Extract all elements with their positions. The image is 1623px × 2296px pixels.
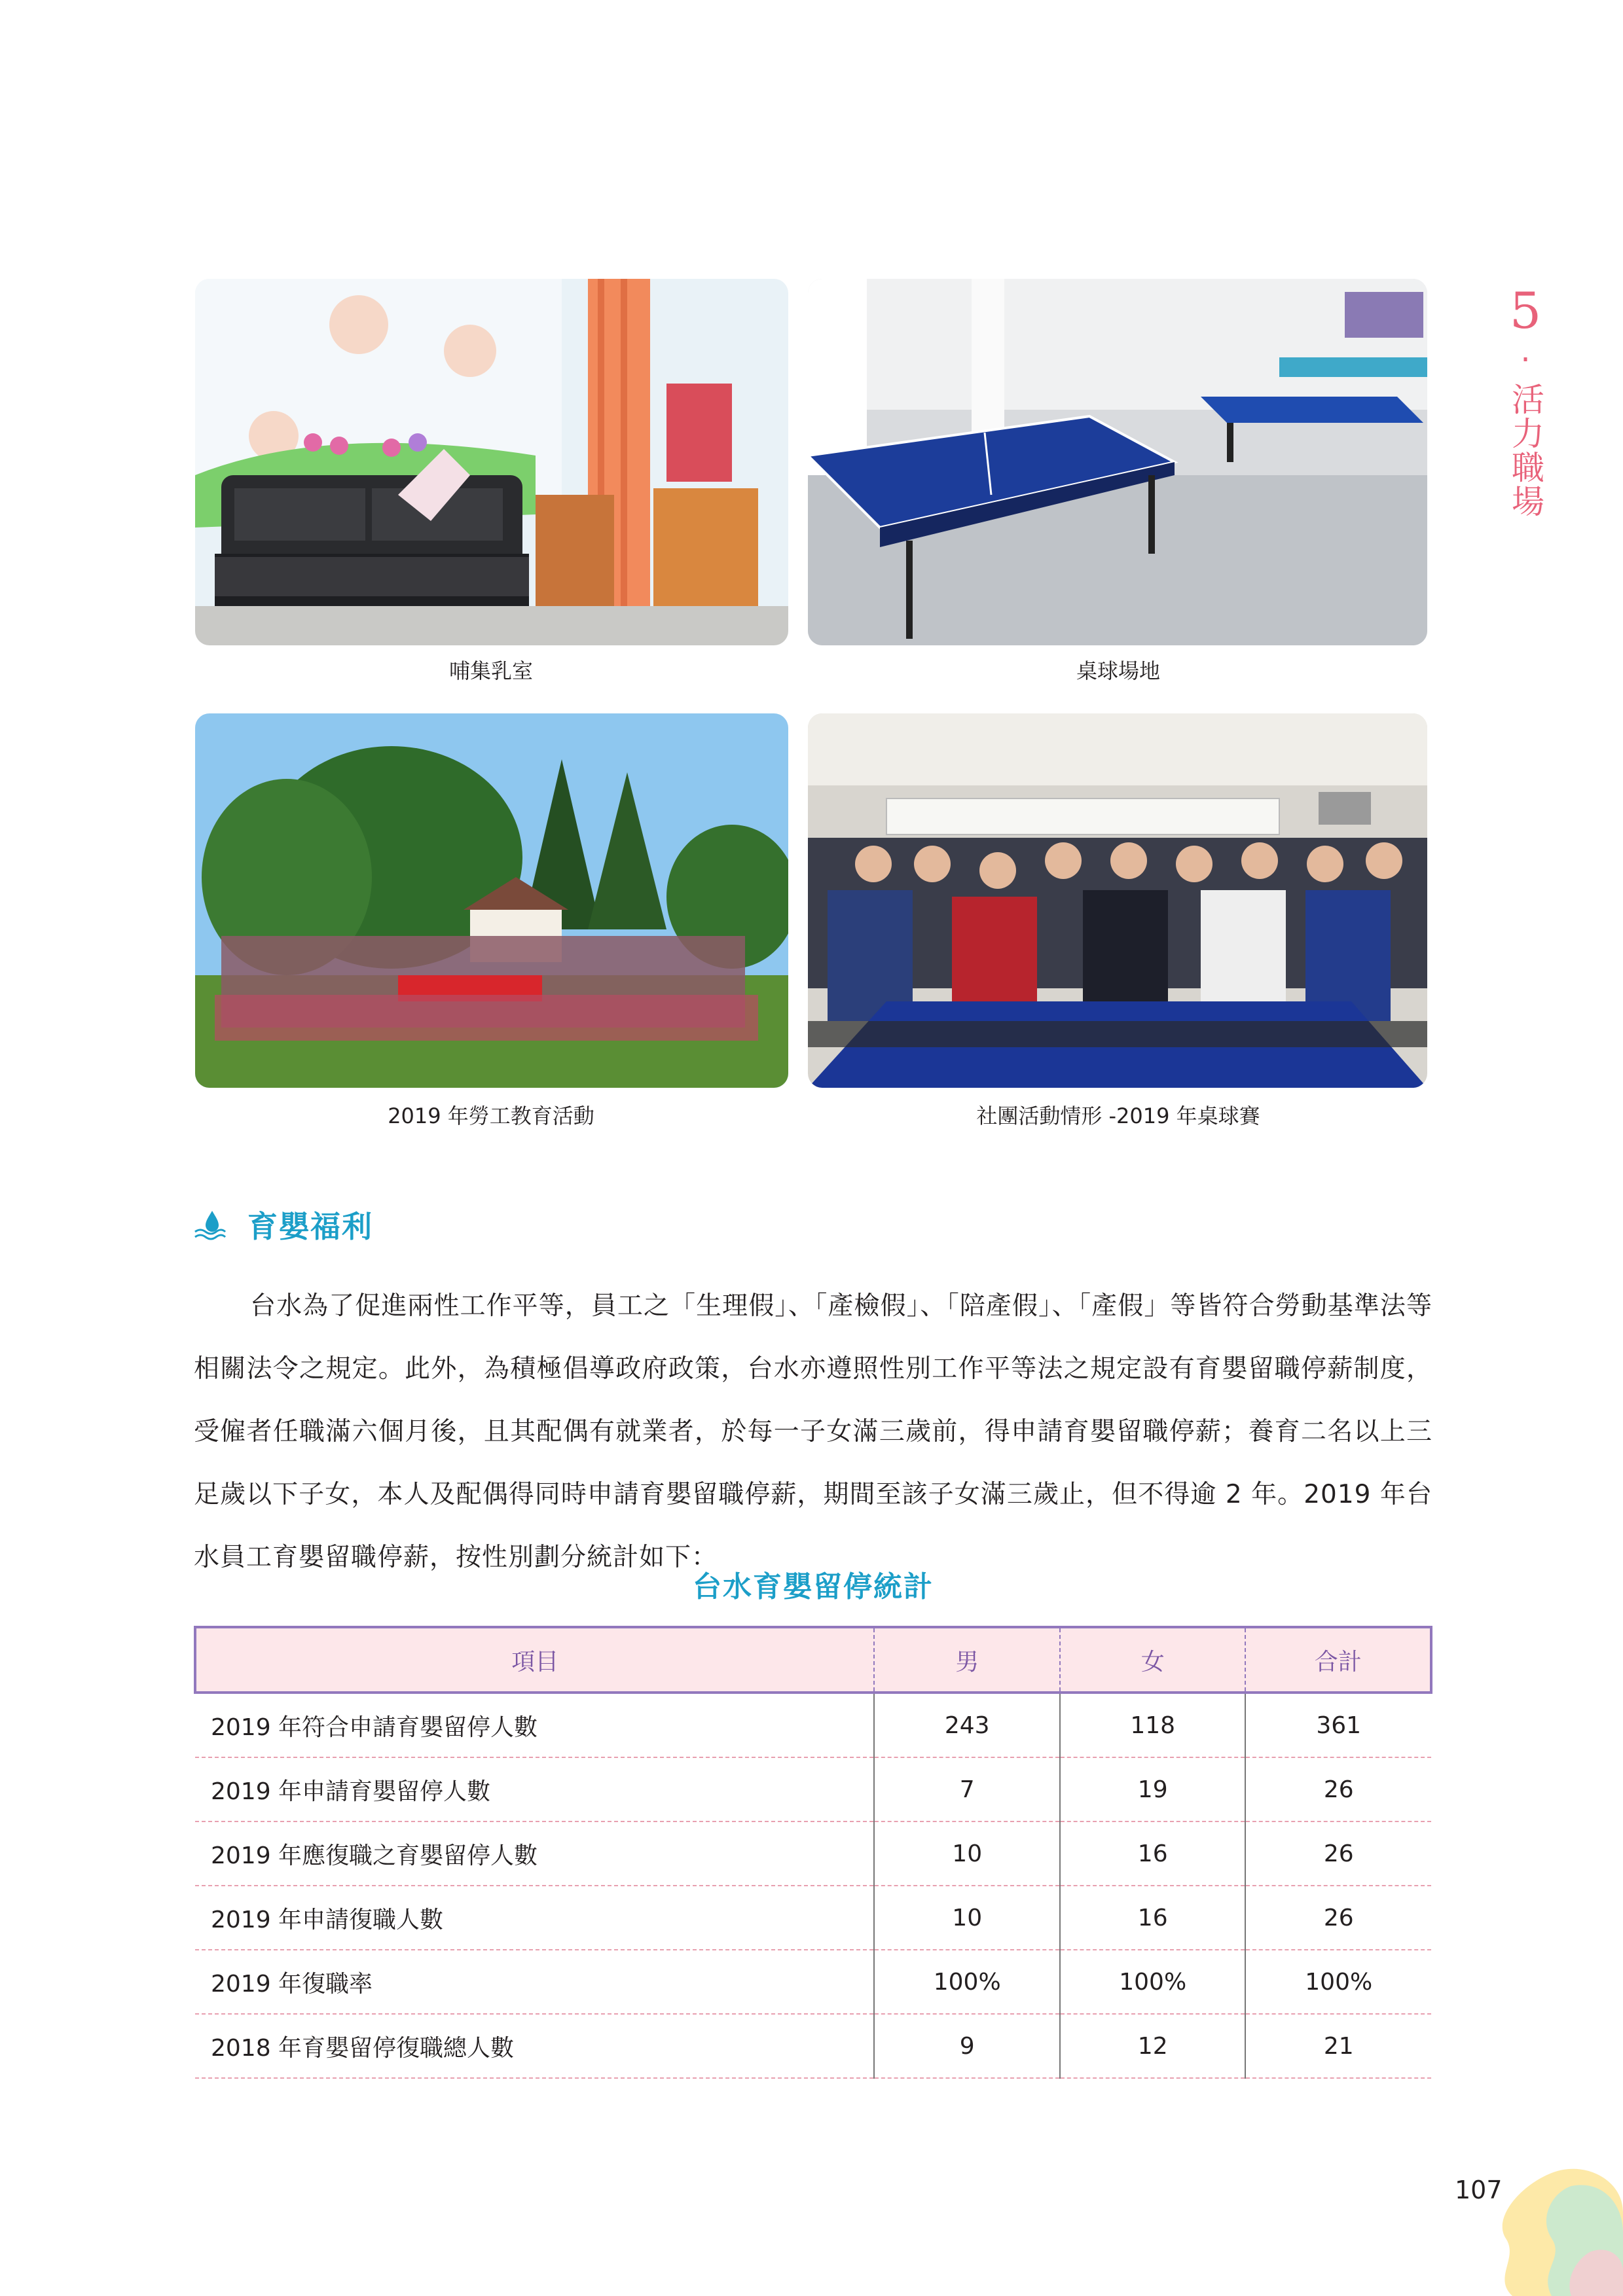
row-label: 2019 年申請育嬰留停人數 xyxy=(195,1757,874,1821)
photo-caption: 桌球場地 xyxy=(1076,658,1160,683)
cell-male: 243 xyxy=(874,1693,1060,1757)
cell-total: 361 xyxy=(1245,1693,1431,1757)
table-tennis-club-photo xyxy=(808,713,1427,1088)
cell-female: 16 xyxy=(1060,1821,1246,1886)
table-row xyxy=(195,1693,1431,1757)
cell-total: 26 xyxy=(1245,1821,1431,1886)
header-total: 合計 xyxy=(1245,1627,1431,1693)
outdoor-group-photo xyxy=(195,713,788,1088)
chapter-title: 活力職場 xyxy=(1506,382,1544,518)
chapter-separator: · xyxy=(1520,342,1531,378)
cell-total: 26 xyxy=(1245,1886,1431,1950)
water-wave-icon xyxy=(194,1208,227,1241)
table-header-row xyxy=(195,1627,1431,1693)
chapter-marker xyxy=(1496,281,1555,518)
row-label: 2019 年復職率 xyxy=(195,1950,874,2014)
row-label: 2019 年申請復職人數 xyxy=(195,1886,874,1950)
cell-male: 9 xyxy=(874,2014,1060,2078)
cell-total: 21 xyxy=(1245,2014,1431,2078)
table-row xyxy=(195,1950,1431,2014)
table-row xyxy=(195,1886,1431,1950)
cell-female: 12 xyxy=(1060,2014,1246,2078)
photo-caption: 哺集乳室 xyxy=(448,658,533,683)
nursing-room-photo xyxy=(195,279,788,645)
cell-female: 118 xyxy=(1060,1693,1246,1757)
table-row xyxy=(195,2014,1431,2078)
table-tennis-court-photo xyxy=(808,279,1427,645)
photo-caption: 社團活動情形 -2019 年桌球賽 xyxy=(976,1103,1260,1128)
cell-female: 16 xyxy=(1060,1886,1246,1950)
header-item: 項目 xyxy=(195,1627,874,1693)
cell-male: 10 xyxy=(874,1821,1060,1886)
table-row xyxy=(195,1821,1431,1886)
cell-female: 19 xyxy=(1060,1757,1246,1821)
parental-leave-table xyxy=(194,1626,1432,2079)
cell-male: 100% xyxy=(874,1950,1060,2014)
header-female: 女 xyxy=(1060,1627,1246,1693)
photo-caption: 2019 年勞工教育活動 xyxy=(388,1103,594,1128)
cell-total: 100% xyxy=(1245,1950,1431,2014)
section-title: 育嬰福利 xyxy=(247,1209,373,1244)
chapter-number: 5 xyxy=(1509,281,1542,340)
cell-female: 100% xyxy=(1060,1950,1246,2014)
page-number: 107 xyxy=(1455,2176,1503,2204)
section-paragraph: 台水為了促進兩性工作平等，員工之「生理假」、「產檢假」、「陪產假」、「產假」等皆符合勞動基準法等相關法令之規定。此外，為積極倡導政府政策，台水亦遵照性別工作平等法之規定設有育嬰留職停薪制度，受僱者任職滿六個月後，且其配偶有就業者，於每一子女滿三歲前，得申請育嬰留職停薪；養育二名以上三足歲以下子女，本人及配偶得同時申請育嬰留職停薪，期間至該子女滿三歲止，但不得逾 2 年。2019 年台水員工育嬰留職停薪，按性別劃分統計如下： xyxy=(194,1291,1432,1572)
row-label: 2019 年符合申請育嬰留停人數 xyxy=(195,1693,874,1757)
table-title: 台水育嬰留停統計 xyxy=(693,1570,934,1604)
cell-total: 26 xyxy=(1245,1757,1431,1821)
cell-male: 10 xyxy=(874,1886,1060,1950)
cell-male: 7 xyxy=(874,1757,1060,1821)
row-label: 2019 年應復職之育嬰留停人數 xyxy=(195,1821,874,1886)
header-male: 男 xyxy=(874,1627,1060,1693)
table-row xyxy=(195,1757,1431,1821)
row-label: 2018 年育嬰留停復職總人數 xyxy=(195,2014,874,2078)
